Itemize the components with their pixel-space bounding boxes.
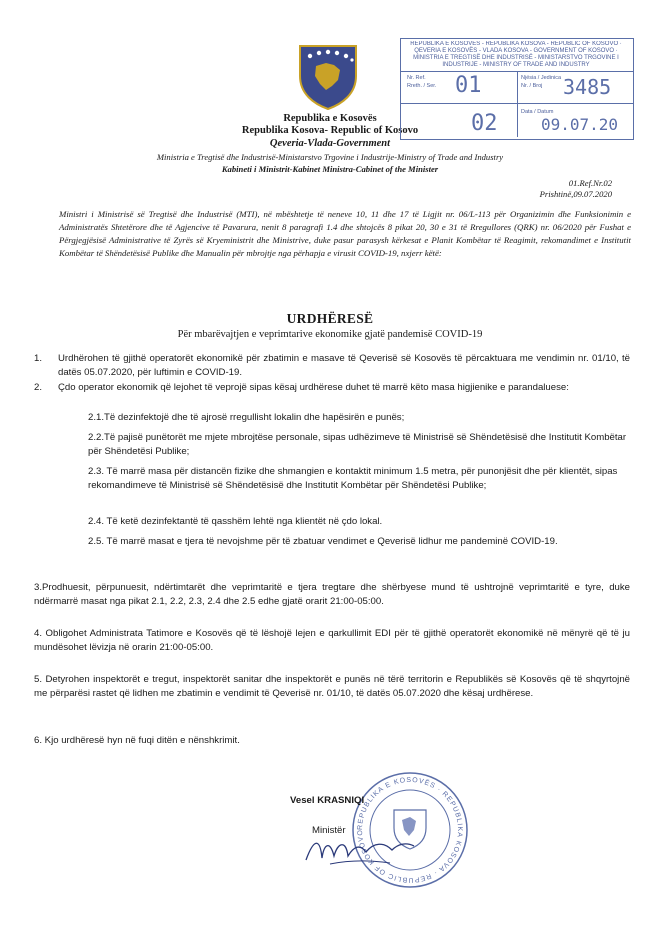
- list-item-text: Çdo operator ekonomik që lejohet të veprojë sipas kësaj urdhërese duhet të marrë këto masa higjienike e parandaluese:: [58, 382, 569, 393]
- registry-stamp-handwritten: 09.07.20: [541, 115, 619, 134]
- list-item: [34, 352, 630, 380]
- registry-stamp-header: REPUBLIKA E KOSOVËS - REPUBLIKA KOSOVA - REPUBLIC OF KOSOVO · QEVERIA E KOSOVËS - VLADA KOSOVA - GOVERNMENT OF KOSOVO · MINISTRIA E TREGTISË DHE INDUSTRISË - MINISTARSTVO TRGOVINE I INDUSTRIJE - MINISTRY OF TRADE AND INDUSTRY: [410, 41, 622, 68]
- sub-item: 2.2.Të pajisë punëtorët me mjete mbrojtëse personale, sipas udhëzimeve të Ministrisë së Shëndetësisë dhe Institutit Kombëtar për Shëndetësi Publike;: [88, 432, 627, 457]
- list-number: 2.: [34, 382, 43, 393]
- registry-stamp-label: Nr. Ref.: [407, 75, 426, 81]
- header-cabinet: Kabineti i Ministrit-Kabinet Ministra-Cabinet of the Minister: [221, 164, 439, 174]
- list-item-text: Urdhërohen të gjithë operatorët ekonomikë për zbatimin e masave të Qeverisë së Kosovës të përcaktuara me vendimin nr. 01/10, të datës 05.07.2020, për luftimin e COVID-19.: [58, 353, 630, 378]
- signatory-name: Vesel KRASNIQI: [290, 795, 365, 806]
- paragraph-point-6: 6. Kjo urdhëresë hyn në fuqi ditën e nënshkrimit.: [34, 735, 240, 746]
- handwritten-signature: [300, 830, 420, 870]
- sub-item: 2.5. Të marrë masat e tjera të nevojshme për të zbatuar vendimet e Qeverisë lidhur me pandeminë COVID-19.: [88, 536, 558, 547]
- registry-stamp-label: Rreth. / Ser.: [407, 83, 437, 89]
- header-government: Qeveria-Vlada-Government: [269, 138, 391, 149]
- paragraph-point-5: 5. Detyrohen inspektorët e tregut, inspektorët sanitar dhe inspektorët e punës në tërë territorin e Republikës së Kosovës që të shqyrtojnë me përparësi rastet që lidhen me zbatimin e vendimit të Qeverisë nr. 01/10, të datës 05.07.2020 dhe kësaj urdhërese.: [34, 674, 630, 699]
- document-title: URDHËRESË: [286, 311, 374, 326]
- header-republic-albanian: Republika e Kosovës: [283, 113, 377, 124]
- registry-stamp-label: Data / Datum: [521, 109, 554, 115]
- paragraph-point-4: 4. Obligohet Administrata Tatimore e Kosovës që të lëshojë lejen e qarkullimit EDI për të gjithë operatorët ekonomikë në mënyrë që të ju mundësohet lëvizja në orarin 21:00-05:00.: [34, 628, 630, 653]
- list-number: 1.: [34, 353, 43, 364]
- paragraph-point-3: 3.Prodhuesit, përpunuesit, ndërtimtarët dhe veprimtaritë e tjera tregtare dhe shërbyese mund të ushtrojnë veprimtaritë e tyre, duke ndërmarrë masat nga pikat 2.1, 2.2, 2.3, 2.4 dhe 2.5 edhe gjatë orarit 21:00-05:00.: [34, 582, 630, 607]
- intro-paragraph: Ministri i Ministrisë së Tregtisë dhe Industrisë (MTI), në mbështetje të neneve 10, 11 dhe 17 të Ligjit nr. 06/L-113 për Organizimin dhe Funksionimin e Administratës Shtetërore dhe të Agjencive të Pavarura, nenit 8 paragrafi 1.4 dhe shtojcës 8 pikat 20, 30 e 31 të Rregullores (QRK) nr. 06/2020 për Fushat e Përgjegjësisë Administrative të Zyrës së Kryeministrit dhe Ministrive, duke pasur parasysh kërkesat e Planit Kombëtar të Reagimit, rekomandimet e Institutit Kombëtar të Shëndetësisë Publike dhe Manualin për mbrojtje nga përhapja e virusit COVID-19, nxjerr këtë:: [59, 209, 631, 258]
- registry-stamp-handwritten: 02: [471, 111, 498, 136]
- reference-number: 01.Ref.Nr.02: [568, 178, 612, 188]
- sub-item: 2.1.Të dezinfektojë dhe të ajrosë rregullisht lokalin dhe hapësirën e punës;: [88, 412, 405, 423]
- registry-stamp-handwritten: 01: [455, 73, 482, 98]
- seal-text: REPUBLIKA E KOSOVËS · REPUBLIKA KOSOVA · REPUBLIC OF KOSOVO: [356, 776, 464, 884]
- header-republic-multilingual: Republika Kosova- Republic of Kosovo: [241, 125, 419, 136]
- registry-stamp-label: Njësia / Jedinica: [521, 75, 562, 81]
- registry-stamp-handwritten: 3485: [563, 75, 612, 99]
- sub-item: 2.4. Të ketë dezinfektantë të qasshëm lehtë nga klientët në çdo lokal.: [88, 516, 383, 527]
- document-date: Prishtinë,09.07.2020: [539, 189, 612, 199]
- kosovo-coat-of-arms: [296, 40, 360, 110]
- signatory-title: Ministër: [312, 825, 346, 836]
- header-ministry: Ministria e Tregtisë dhe Industrisë-Ministarstvo Trgovine i Industrije-Ministry of Trade and Industry: [156, 152, 504, 162]
- registry-stamp: [400, 38, 634, 140]
- sub-item: 2.3. Të marrë masa për distancën fizike dhe shmangien e kontaktit minimum 1.5 metra, për punonjësit dhe për klientët, sipas rekomandimeve të Ministrisë së Shëndetësisë dhe Institutit Kombëtar për Shëndetësi Publike;: [88, 466, 618, 491]
- list-item: [34, 381, 630, 395]
- document-subtitle: Për mbarëvajtjen e veprimtarive ekonomike gjatë pandemisë COVID-19: [177, 329, 483, 340]
- registry-stamp-divider: [517, 71, 518, 137]
- registry-stamp-label: Nr. / Broj: [521, 83, 543, 89]
